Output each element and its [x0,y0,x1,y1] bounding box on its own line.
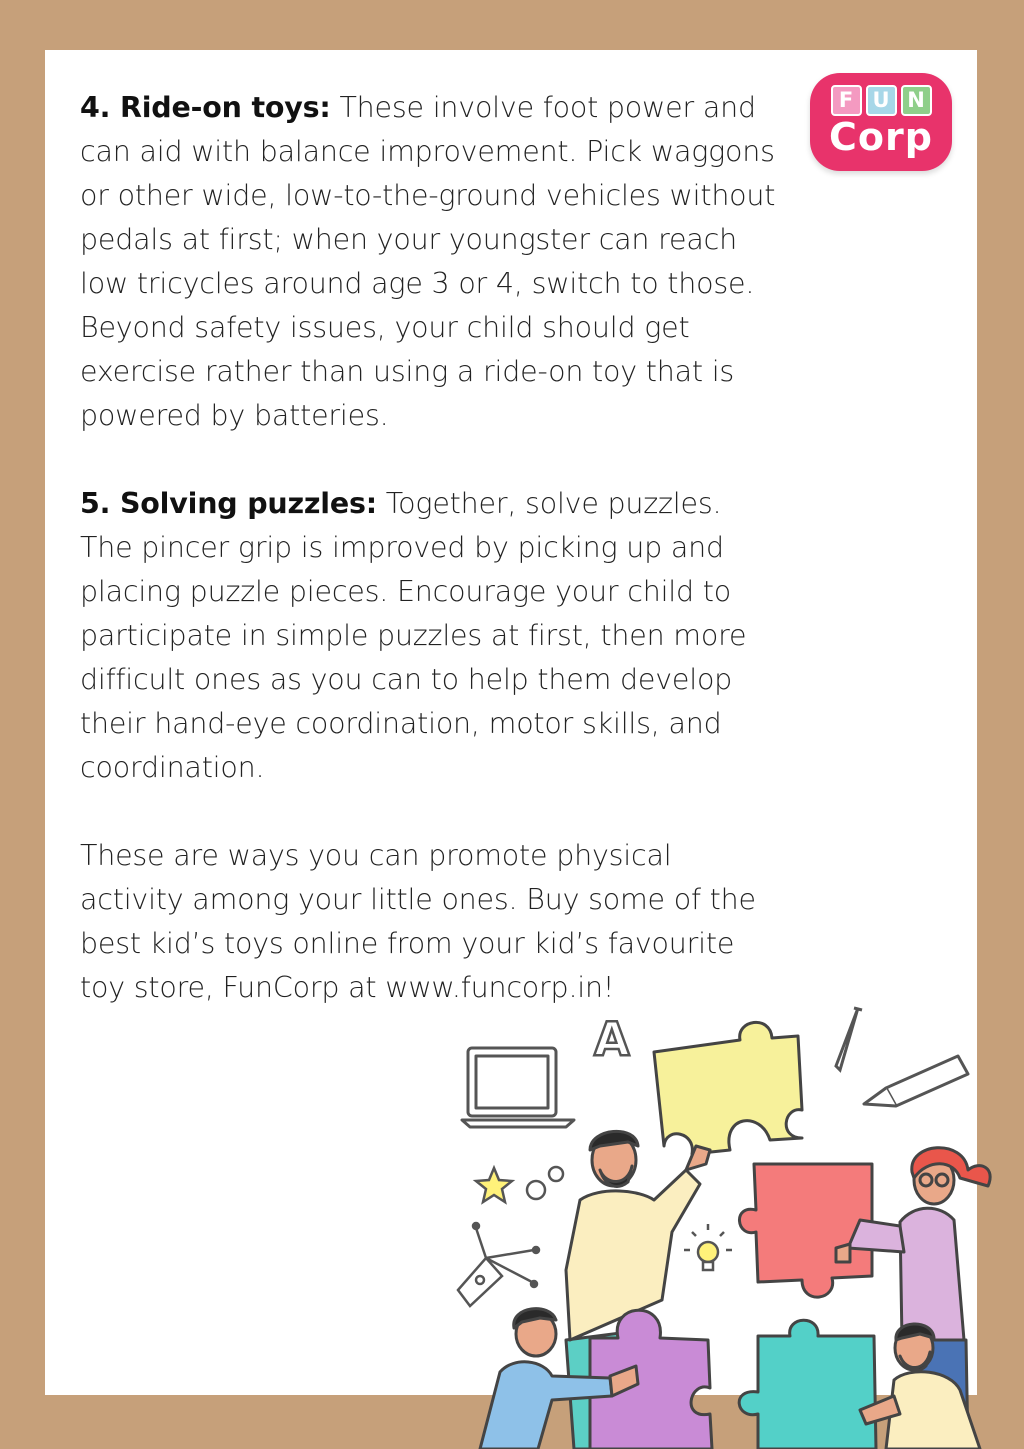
star-icon [476,1168,512,1202]
logo-letter-tiles [810,85,952,116]
section-text: Together, solve puzzles. The pincer grip is improved by picking up and placing puzzle pieces. Encourage your child to participate in simple puzzles at first, then more difficult ones as you can to help them develop their hand-eye coordination, motor skills, and coordination. [80,487,747,784]
logo-tile-n: N [901,85,932,116]
puzzle-team-illustration [440,1000,1024,1449]
logo-tile-f: F [831,85,862,116]
circle-icon [549,1167,563,1181]
pencil-icon [864,1056,968,1106]
logo-word: Corp [829,115,933,159]
section-ride-on-toys [80,86,780,438]
section-heading: 5. Solving puzzles: [80,487,377,520]
section-text: These involve foot power and can aid with balance improvement. Pick waggons or other wide, low-to-the-ground vehicles without pedals at first; when your youngster can reach low tricycles around age 3 or 4, switch to those. Beyond safety issues, your child should get exercise rather than using a ride-on toy that is powered by batteries. [80,91,776,432]
section-heading: 4. Ride-on toys: [80,91,331,124]
article-body [80,86,780,1054]
logo-tile-u: U [866,85,897,116]
section-solving-puzzles [80,482,780,790]
red-puzzle-piece [739,1164,872,1297]
closing-paragraph: These are ways you can promote physical activity among your little ones. Buy some of the best kid’s toys online from your kid’s favourite toy store, FunCorp at www.funcorp.in! [80,839,756,1004]
yellow-puzzle-piece [654,1022,802,1154]
letter-a-icon: A [594,1012,630,1066]
pen-icon [836,1008,862,1070]
circle-icon [527,1181,545,1199]
lightbulb-icon [684,1224,732,1270]
teal-puzzle-piece [739,1320,876,1449]
pen-tool-icon [458,1223,539,1306]
funcorp-logo[interactable] [810,73,952,171]
laptop-icon [462,1048,574,1127]
